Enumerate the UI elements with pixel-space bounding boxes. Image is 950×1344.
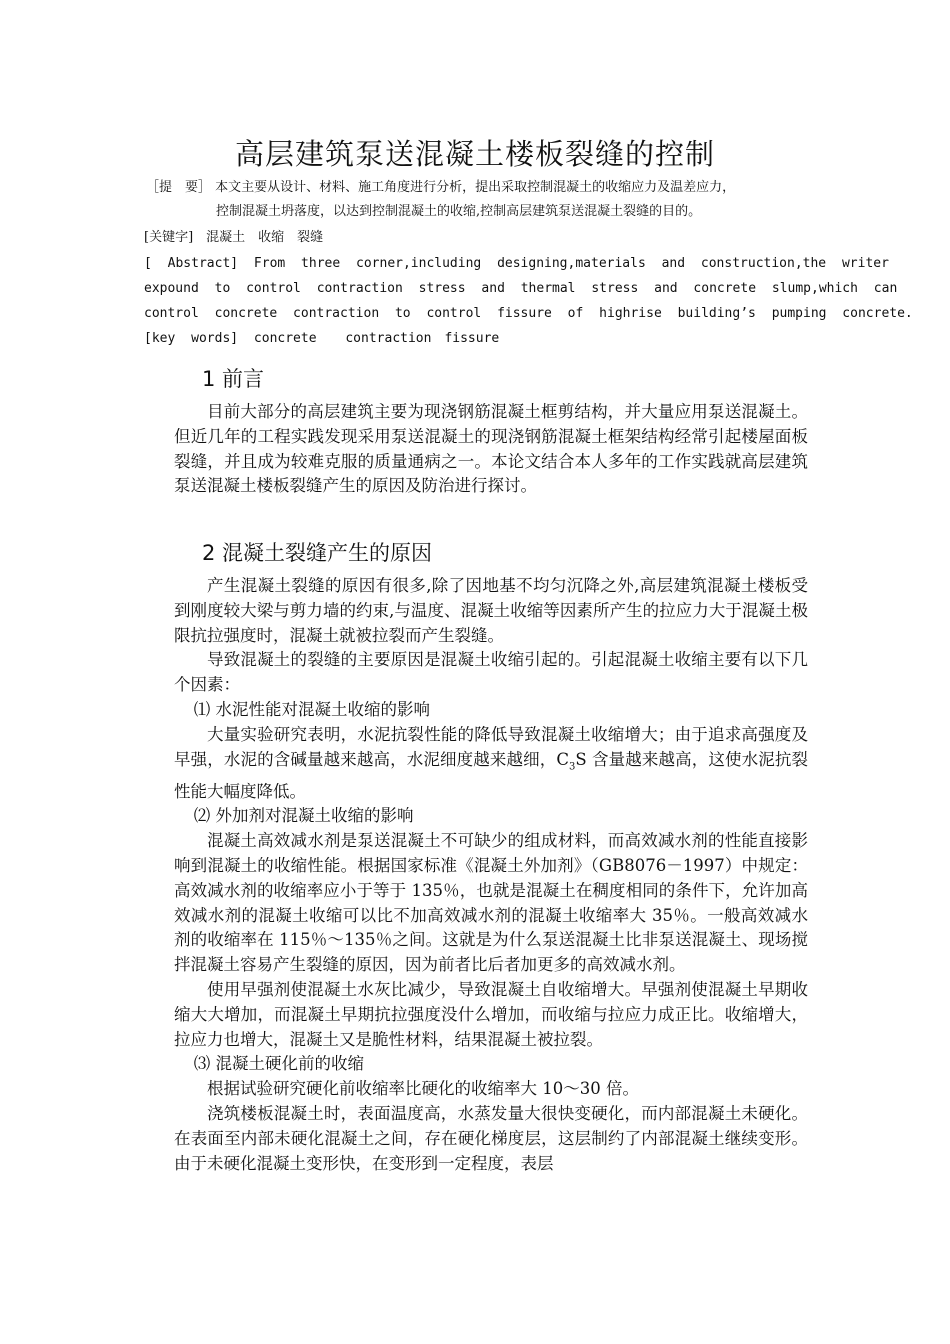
paragraph: 目前大部分的高层建筑主要为现浇钢筋混凝土框剪结构，并大量应用泵送混凝土。但近几年的工程实践发现采用泵送混凝土的现浇钢筋混凝土框架结构经常引起楼屋面板裂缝，并且成为较难克服的质量通病之一。本论文结合本人多年的工作实践就高层建筑泵送混凝土楼板裂缝产生的原因及防治进行探讨。 [174, 402, 808, 496]
summary-text-1: 本文主要从设计、材料、施工角度进行分析，提出采取控制混凝土的收缩应力及温差应力， [215, 180, 736, 195]
paragraph: 使用早强剂使混凝土水灰比减少，导致混凝土自收缩增大。早强剂使混凝土早期收缩大大增加，而混凝土早期抗拉强度没什么增加，而收缩与拉应力成正比。收缩增大，拉应力也增大，混凝土又是脆性材料，结果混凝土被拉裂。 [174, 980, 808, 1049]
abstract-line: control concrete contraction to control fissure of highrise building’s pumping concrete. [144, 306, 913, 321]
paragraph: 混凝土高效减水剂是泵送混凝土不可缺少的组成材料，而高效减水剂的性能直接影响到混凝土的收缩性能。根据国家标准《混凝土外加剂》（GB8076－1997）中规定：高效减水剂的收缩率应小于等于 135％，也就是混凝土在稠度相同的条件下，允许加高效减水剂的混凝土收缩可以比不加高效减水剂的混凝土收缩率大 35％。一般高效减水剂的收缩率在 115％～135％之间。这就是为什么泵送混凝土比非泵送混凝土、现场搅拌混凝土容易产生裂缝的原因，因为前者比后者加更多的高效减水剂。 [174, 831, 808, 975]
summary-label: ［提 要］ [146, 180, 212, 195]
paragraph: 浇筑楼板混凝土时，表面温度高，水蒸发量大很快变硬化，而内部混凝土未硬化。在表面至内部未硬化混凝土之间，存在硬化梯度层，这层制约了内部混凝土继续变形。由于未硬化混凝土变形快，在变形到一定程度，表层 [174, 1104, 808, 1173]
summary-line-1 [146, 176, 735, 200]
abstract-line: [key words] concrete contraction fissure [144, 331, 500, 346]
section-heading-1: 1 前言 [202, 367, 265, 391]
section-2-body [174, 574, 808, 1176]
keywords-line: [关键字] 混凝土 收缩 裂缝 [144, 230, 324, 245]
paragraph: 产生混凝土裂缝的原因有很多,除了因地基不均匀沉降之外,高层建筑混凝土楼板受到刚度较大梁与剪力墙的约束,与温度、混凝土收缩等因素所产生的拉应力大于混凝土极限抗拉强度时，混凝土就被拉裂而产生裂缝。 [174, 576, 808, 645]
abstract-line: [ Abstract] From three corner,including designing,materials and construction,the writer [144, 256, 889, 271]
subheading-3: ⑶ 混凝土硬化前的收缩 [193, 1054, 365, 1074]
section-1-body [174, 400, 808, 499]
abstract-line: expound to control contraction stress and thermal stress and concrete slump,which can [144, 281, 898, 296]
subheading-1: ⑴ 水泥性能对混凝土收缩的影响 [193, 699, 431, 719]
paragraph: 大量实验研究表明，水泥抗裂性能的降低导致混凝土收缩增大；由于追求高强度及早强，水泥的含碱量越来越高，水泥细度越来越细，$C_3S$ 含量越来越高，这使水泥抗裂性能大幅度降低。 [174, 724, 808, 801]
summary-line-2: 控制混凝土坍落度，以达到控制混凝土的收缩,控制高层建筑泵送混凝土裂缝的目的。 [216, 204, 702, 219]
paragraph: 根据试验研究硬化前收缩率比硬化的收缩率大 10～30 倍。 [207, 1079, 639, 1099]
english-abstract [144, 251, 913, 351]
section-heading-2: 2 混凝土裂缝产生的原因 [202, 541, 433, 565]
subheading-2: ⑵ 外加剂对混凝土收缩的影响 [193, 806, 414, 826]
document-title: 高层建筑泵送混凝土楼板裂缝的控制 [234, 137, 715, 171]
paragraph: 导致混凝土的裂缝的主要原因是混凝土收缩引起的。引起混凝土收缩主要有以下几个因素： [174, 650, 808, 695]
